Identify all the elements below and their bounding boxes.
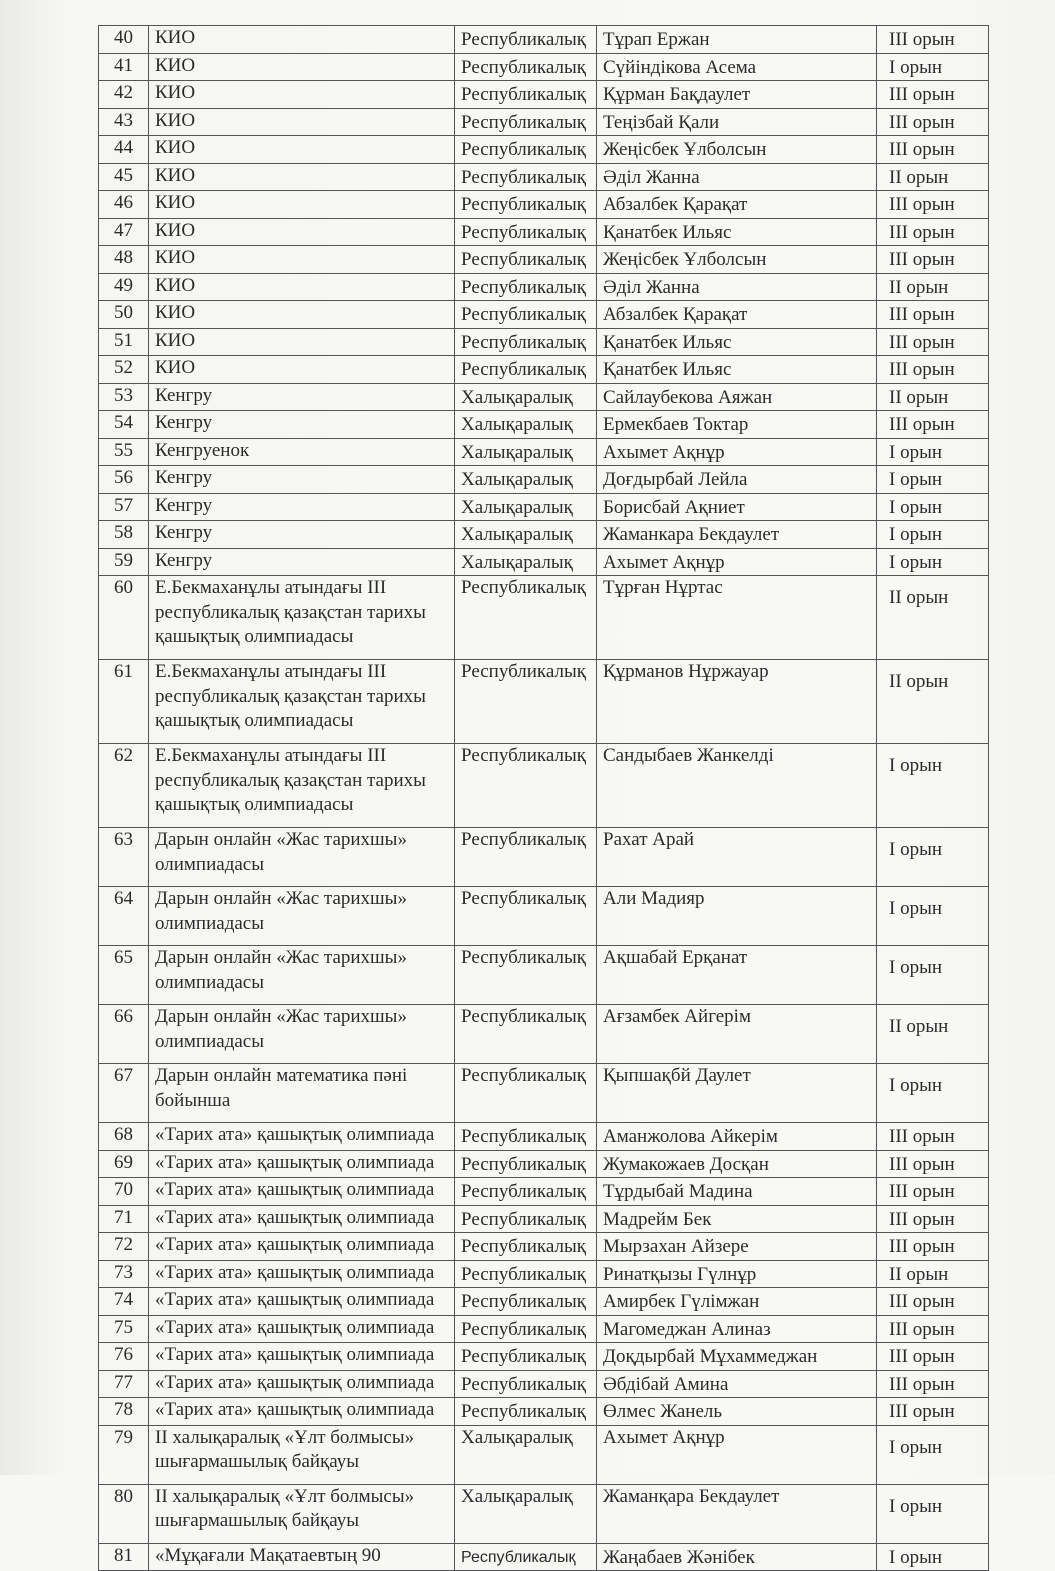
place-awarded-cell: I орын (877, 744, 989, 828)
event-name-cell: Кенгру (149, 548, 455, 576)
event-name-cell: КИО (149, 108, 455, 136)
table-row (99, 163, 989, 191)
place-awarded-cell: I орын (877, 1425, 989, 1484)
table-row (99, 1425, 989, 1484)
event-level-cell: Республикалық (455, 136, 597, 164)
event-level-cell: Республикалық (455, 301, 597, 329)
table-row (99, 246, 989, 274)
table-row (99, 108, 989, 136)
table-row (99, 1398, 989, 1426)
event-name-cell: Дарын онлайн математика пәні бойынша (149, 1064, 455, 1123)
event-name-cell: «Тарих ата» қашықтық олимпиада (149, 1178, 455, 1206)
event-level-cell: Республикалық (455, 1260, 597, 1288)
event-level-cell: Халықаралық (455, 438, 597, 466)
place-awarded-cell: I орын (877, 53, 989, 81)
event-level-cell: Республикалық (455, 744, 597, 828)
event-level-cell: Республикалық (455, 53, 597, 81)
event-name-cell: Е.Бекмаханұлы атындағы III республикалық қазақстан тарихы қашықтық олимпиадасы (149, 744, 455, 828)
participant-name-cell: Қанатбек Ильяс (597, 356, 877, 384)
table-row (99, 521, 989, 549)
row-number-cell: 67 (99, 1064, 149, 1123)
event-name-cell: КИО (149, 301, 455, 329)
event-level-cell: Республикалық (455, 191, 597, 219)
event-level-cell: Республикалық (455, 108, 597, 136)
place-awarded-cell: II орын (877, 163, 989, 191)
place-awarded-cell: III орын (877, 108, 989, 136)
row-number-cell: 50 (99, 301, 149, 329)
participant-name-cell: Абзалбек Қарақат (597, 301, 877, 329)
event-name-cell: КИО (149, 356, 455, 384)
event-name-cell: Дарын онлайн «Жас тарихшы» олимпиадасы (149, 887, 455, 946)
table-row (99, 1150, 989, 1178)
event-level-cell: Республикалық (455, 1370, 597, 1398)
row-number-cell: 60 (99, 576, 149, 660)
event-level-cell: Республикалық (455, 26, 597, 54)
table-row (99, 576, 989, 660)
event-name-cell: КИО (149, 53, 455, 81)
event-level-cell: Республикалық (455, 218, 597, 246)
participant-name-cell: Әбдібай Амина (597, 1370, 877, 1398)
participant-name-cell: Жеңісбек Ұлболсын (597, 136, 877, 164)
place-awarded-cell: II орын (877, 1260, 989, 1288)
event-level-cell: Республикалық (455, 1288, 597, 1316)
participant-name-cell: Қыпшақбй Даулет (597, 1064, 877, 1123)
participant-name-cell: Тұрдыбай Мадина (597, 1178, 877, 1206)
table-row (99, 1260, 989, 1288)
place-awarded-cell: I орын (877, 828, 989, 887)
table-row (99, 411, 989, 439)
participant-name-cell: Доқдырбай Мұхаммеджан (597, 1343, 877, 1371)
participant-name-cell: Жумакожаев Досқан (597, 1150, 877, 1178)
olympiad-results-table (98, 25, 989, 1571)
event-name-cell: КИО (149, 136, 455, 164)
event-level-cell: Республикалық (455, 1123, 597, 1151)
table-row (99, 1484, 989, 1543)
table-row (99, 81, 989, 109)
participant-name-cell: Ақшабай Ерқанат (597, 946, 877, 1005)
row-number-cell: 66 (99, 1005, 149, 1064)
table-row (99, 356, 989, 384)
place-awarded-cell: III орын (877, 411, 989, 439)
place-awarded-cell: II орын (877, 1005, 989, 1064)
participant-name-cell: Ағзамбек Айгерім (597, 1005, 877, 1064)
place-awarded-cell: III орын (877, 26, 989, 54)
row-number-cell: 70 (99, 1178, 149, 1206)
row-number-cell: 43 (99, 108, 149, 136)
place-awarded-cell: III орын (877, 1150, 989, 1178)
event-name-cell: КИО (149, 328, 455, 356)
place-awarded-cell: III орын (877, 301, 989, 329)
participant-name-cell: Абзалбек Қарақат (597, 191, 877, 219)
row-number-cell: 78 (99, 1398, 149, 1426)
place-awarded-cell: III орын (877, 1343, 989, 1371)
event-level-cell: Республикалық (455, 1398, 597, 1426)
row-number-cell: 52 (99, 356, 149, 384)
row-number-cell: 40 (99, 26, 149, 54)
participant-name-cell: Әділ Жанна (597, 273, 877, 301)
participant-name-cell: Али Мадияр (597, 887, 877, 946)
row-number-cell: 61 (99, 660, 149, 744)
place-awarded-cell: III орын (877, 1233, 989, 1261)
row-number-cell: 45 (99, 163, 149, 191)
event-name-cell: Кенгруенок (149, 438, 455, 466)
event-level-cell: Халықаралық (455, 411, 597, 439)
row-number-cell: 76 (99, 1343, 149, 1371)
participant-name-cell: Мадрейм Бек (597, 1205, 877, 1233)
results-table-body (99, 26, 989, 1571)
place-awarded-cell: III орын (877, 218, 989, 246)
participant-name-cell: Тұрап Ержан (597, 26, 877, 54)
row-number-cell: 54 (99, 411, 149, 439)
event-name-cell: КИО (149, 191, 455, 219)
row-number-cell: 59 (99, 548, 149, 576)
participant-name-cell: Өлмес Жанель (597, 1398, 877, 1426)
table-row (99, 191, 989, 219)
participant-name-cell: Доғдырбай Лейла (597, 466, 877, 494)
table-row (99, 548, 989, 576)
place-awarded-cell: III орын (877, 1205, 989, 1233)
participant-name-cell: Жаманқара Бекдаулет (597, 1484, 877, 1543)
participant-name-cell: Құрманов Нұржауар (597, 660, 877, 744)
row-number-cell: 58 (99, 521, 149, 549)
event-name-cell: Дарын онлайн «Жас тарихшы» олимпиадасы (149, 946, 455, 1005)
participant-name-cell: Ринатқызы Гүлнұр (597, 1260, 877, 1288)
table-row (99, 660, 989, 744)
row-number-cell: 73 (99, 1260, 149, 1288)
event-name-cell: КИО (149, 218, 455, 246)
event-name-cell: КИО (149, 246, 455, 274)
event-level-cell: Республикалық (455, 828, 597, 887)
place-awarded-cell: II орын (877, 273, 989, 301)
row-number-cell: 57 (99, 493, 149, 521)
place-awarded-cell: I орын (877, 1543, 989, 1571)
event-level-cell: Республикалық (455, 1315, 597, 1343)
participant-name-cell: Қанатбек Ильяс (597, 218, 877, 246)
participant-name-cell: Тұрған Нұртас (597, 576, 877, 660)
event-level-cell: Республикалық (455, 246, 597, 274)
place-awarded-cell: III орын (877, 1370, 989, 1398)
event-level-cell: Республикалық (455, 1343, 597, 1371)
row-number-cell: 81 (99, 1543, 149, 1571)
row-number-cell: 49 (99, 273, 149, 301)
participant-name-cell: Магомеджан Алиназ (597, 1315, 877, 1343)
event-name-cell: «Тарих ата» қашықтық олимпиада (149, 1260, 455, 1288)
table-row (99, 53, 989, 81)
place-awarded-cell: I орын (877, 946, 989, 1005)
row-number-cell: 41 (99, 53, 149, 81)
row-number-cell: 69 (99, 1150, 149, 1178)
place-awarded-cell: I орын (877, 466, 989, 494)
event-level-cell: Халықаралық (455, 521, 597, 549)
participant-name-cell: Рахат Арай (597, 828, 877, 887)
row-number-cell: 71 (99, 1205, 149, 1233)
table-row (99, 1005, 989, 1064)
table-row (99, 466, 989, 494)
event-name-cell: Е.Бекмаханұлы атындағы III республикалық қазақстан тарихы қашықтық олимпиадасы (149, 660, 455, 744)
table-row (99, 828, 989, 887)
place-awarded-cell: III орын (877, 136, 989, 164)
table-row (99, 136, 989, 164)
place-awarded-cell: III орын (877, 356, 989, 384)
table-row (99, 1233, 989, 1261)
table-row (99, 1288, 989, 1316)
table-row (99, 218, 989, 246)
event-level-cell: Республикалық (455, 946, 597, 1005)
participant-name-cell: Борисбай Ақниет (597, 493, 877, 521)
event-level-cell: Республикалық (455, 1064, 597, 1123)
participant-name-cell: Сүйіндікова Асема (597, 53, 877, 81)
table-row (99, 328, 989, 356)
event-level-cell: Халықаралық (455, 493, 597, 521)
place-awarded-cell: III орын (877, 328, 989, 356)
event-name-cell: «Тарих ата» қашықтық олимпиада (149, 1233, 455, 1261)
place-awarded-cell: III орын (877, 191, 989, 219)
place-awarded-cell: I орын (877, 493, 989, 521)
table-row (99, 493, 989, 521)
row-number-cell: 56 (99, 466, 149, 494)
event-level-cell: Халықаралық (455, 1425, 597, 1484)
table-row (99, 1315, 989, 1343)
event-name-cell: «Тарих ата» қашықтық олимпиада (149, 1398, 455, 1426)
row-number-cell: 77 (99, 1370, 149, 1398)
participant-name-cell: Сайлаубекова Аяжан (597, 383, 877, 411)
table-row (99, 1370, 989, 1398)
participant-name-cell: Ермекбаев Токтар (597, 411, 877, 439)
row-number-cell: 79 (99, 1425, 149, 1484)
event-name-cell: КИО (149, 81, 455, 109)
row-number-cell: 80 (99, 1484, 149, 1543)
row-number-cell: 47 (99, 218, 149, 246)
participant-name-cell: Теңізбай Қали (597, 108, 877, 136)
row-number-cell: 53 (99, 383, 149, 411)
row-number-cell: 42 (99, 81, 149, 109)
event-name-cell: Кенгру (149, 466, 455, 494)
event-level-cell: Республикалық (455, 1233, 597, 1261)
table-row (99, 744, 989, 828)
event-name-cell: Дарын онлайн «Жас тарихшы» олимпиадасы (149, 828, 455, 887)
event-level-cell: Республикалық (455, 660, 597, 744)
participant-name-cell: Ахымет Ақнұр (597, 438, 877, 466)
event-name-cell: Е.Бекмаханұлы атындағы III республикалық қазақстан тарихы қашықтық олимпиадасы (149, 576, 455, 660)
table-row (99, 1123, 989, 1151)
table-row (99, 1178, 989, 1206)
place-awarded-cell: I орын (877, 887, 989, 946)
event-name-cell: Дарын онлайн «Жас тарихшы» олимпиадасы (149, 1005, 455, 1064)
event-name-cell: «Тарих ата» қашықтық олимпиада (149, 1370, 455, 1398)
table-row (99, 1343, 989, 1371)
table-row (99, 887, 989, 946)
participant-name-cell: Ахымет Ақнұр (597, 1425, 877, 1484)
event-name-cell: Кенгру (149, 411, 455, 439)
row-number-cell: 46 (99, 191, 149, 219)
event-level-cell: Республикалық (455, 1178, 597, 1206)
event-level-cell: Республикалық (455, 163, 597, 191)
event-name-cell: «Тарих ата» қашықтық олимпиада (149, 1123, 455, 1151)
place-awarded-cell: III орын (877, 1123, 989, 1151)
participant-name-cell: Аманжолова Айкерім (597, 1123, 877, 1151)
participant-name-cell: Әділ Жанна (597, 163, 877, 191)
participant-name-cell: Қанатбек Ильяс (597, 328, 877, 356)
table-row (99, 383, 989, 411)
event-level-cell: Халықаралық (455, 1484, 597, 1543)
event-level-cell: Республикалық (455, 887, 597, 946)
event-name-cell: «Тарих ата» қашықтық олимпиада (149, 1315, 455, 1343)
place-awarded-cell: III орын (877, 1288, 989, 1316)
event-name-cell: КИО (149, 26, 455, 54)
event-level-cell: Халықаралық (455, 466, 597, 494)
event-level-cell: Республикалық (455, 356, 597, 384)
table-row (99, 1543, 989, 1571)
event-level-cell: Республикалық (455, 328, 597, 356)
place-awarded-cell: I орын (877, 521, 989, 549)
row-number-cell: 55 (99, 438, 149, 466)
event-level-cell: Республикалық (455, 1543, 597, 1571)
table-row (99, 1205, 989, 1233)
place-awarded-cell: II орын (877, 383, 989, 411)
participant-name-cell: Мырзахан Айзере (597, 1233, 877, 1261)
event-name-cell: «Тарих ата» қашықтық олимпиада (149, 1150, 455, 1178)
participant-name-cell: Жаңабаев Жәнібек (597, 1543, 877, 1571)
table-row (99, 301, 989, 329)
event-name-cell: II халықаралық «Ұлт болмысы» шығармашылық байқауы (149, 1484, 455, 1543)
event-level-cell: Республикалық (455, 1005, 597, 1064)
participant-name-cell: Жаманкара Бекдаулет (597, 521, 877, 549)
place-awarded-cell: III орын (877, 1315, 989, 1343)
place-awarded-cell: III орын (877, 1398, 989, 1426)
event-level-cell: Халықаралық (455, 383, 597, 411)
event-name-cell: Кенгру (149, 493, 455, 521)
row-number-cell: 75 (99, 1315, 149, 1343)
place-awarded-cell: II орын (877, 576, 989, 660)
table-row (99, 1064, 989, 1123)
participant-name-cell: Құрман Бақдаулет (597, 81, 877, 109)
event-name-cell: Кенгру (149, 521, 455, 549)
place-awarded-cell: III орын (877, 1178, 989, 1206)
row-number-cell: 64 (99, 887, 149, 946)
row-number-cell: 74 (99, 1288, 149, 1316)
event-level-cell: Республикалық (455, 1150, 597, 1178)
place-awarded-cell: I орын (877, 1484, 989, 1543)
event-level-cell: Республикалық (455, 576, 597, 660)
table-row (99, 946, 989, 1005)
place-awarded-cell: III орын (877, 81, 989, 109)
row-number-cell: 72 (99, 1233, 149, 1261)
participant-name-cell: Амирбек Гүлімжан (597, 1288, 877, 1316)
table-row (99, 438, 989, 466)
row-number-cell: 44 (99, 136, 149, 164)
place-awarded-cell: III орын (877, 246, 989, 274)
participant-name-cell: Сандыбаев Жанкелді (597, 744, 877, 828)
table-row (99, 26, 989, 54)
row-number-cell: 48 (99, 246, 149, 274)
place-awarded-cell: I орын (877, 548, 989, 576)
event-name-cell: Кенгру (149, 383, 455, 411)
place-awarded-cell: I орын (877, 1064, 989, 1123)
event-name-cell: II халықаралық «Ұлт болмысы» шығармашылық байқауы (149, 1425, 455, 1484)
event-name-cell: «Тарих ата» қашықтық олимпиада (149, 1205, 455, 1233)
place-awarded-cell: II орын (877, 660, 989, 744)
row-number-cell: 68 (99, 1123, 149, 1151)
participant-name-cell: Жеңісбек Ұлболсын (597, 246, 877, 274)
event-level-cell: Республикалық (455, 1205, 597, 1233)
row-number-cell: 62 (99, 744, 149, 828)
event-level-cell: Республикалық (455, 273, 597, 301)
row-number-cell: 63 (99, 828, 149, 887)
row-number-cell: 51 (99, 328, 149, 356)
participant-name-cell: Ахымет Ақнұр (597, 548, 877, 576)
place-awarded-cell: I орын (877, 438, 989, 466)
event-name-cell: КИО (149, 273, 455, 301)
event-name-cell: «Тарих ата» қашықтық олимпиада (149, 1288, 455, 1316)
event-level-cell: Республикалық (455, 81, 597, 109)
event-level-cell: Халықаралық (455, 548, 597, 576)
table-row (99, 273, 989, 301)
event-name-cell: «Тарих ата» қашықтық олимпиада (149, 1343, 455, 1371)
row-number-cell: 65 (99, 946, 149, 1005)
event-name-cell: КИО (149, 163, 455, 191)
event-name-cell: «Мұқағали Мақатаевтың 90 (149, 1543, 455, 1571)
